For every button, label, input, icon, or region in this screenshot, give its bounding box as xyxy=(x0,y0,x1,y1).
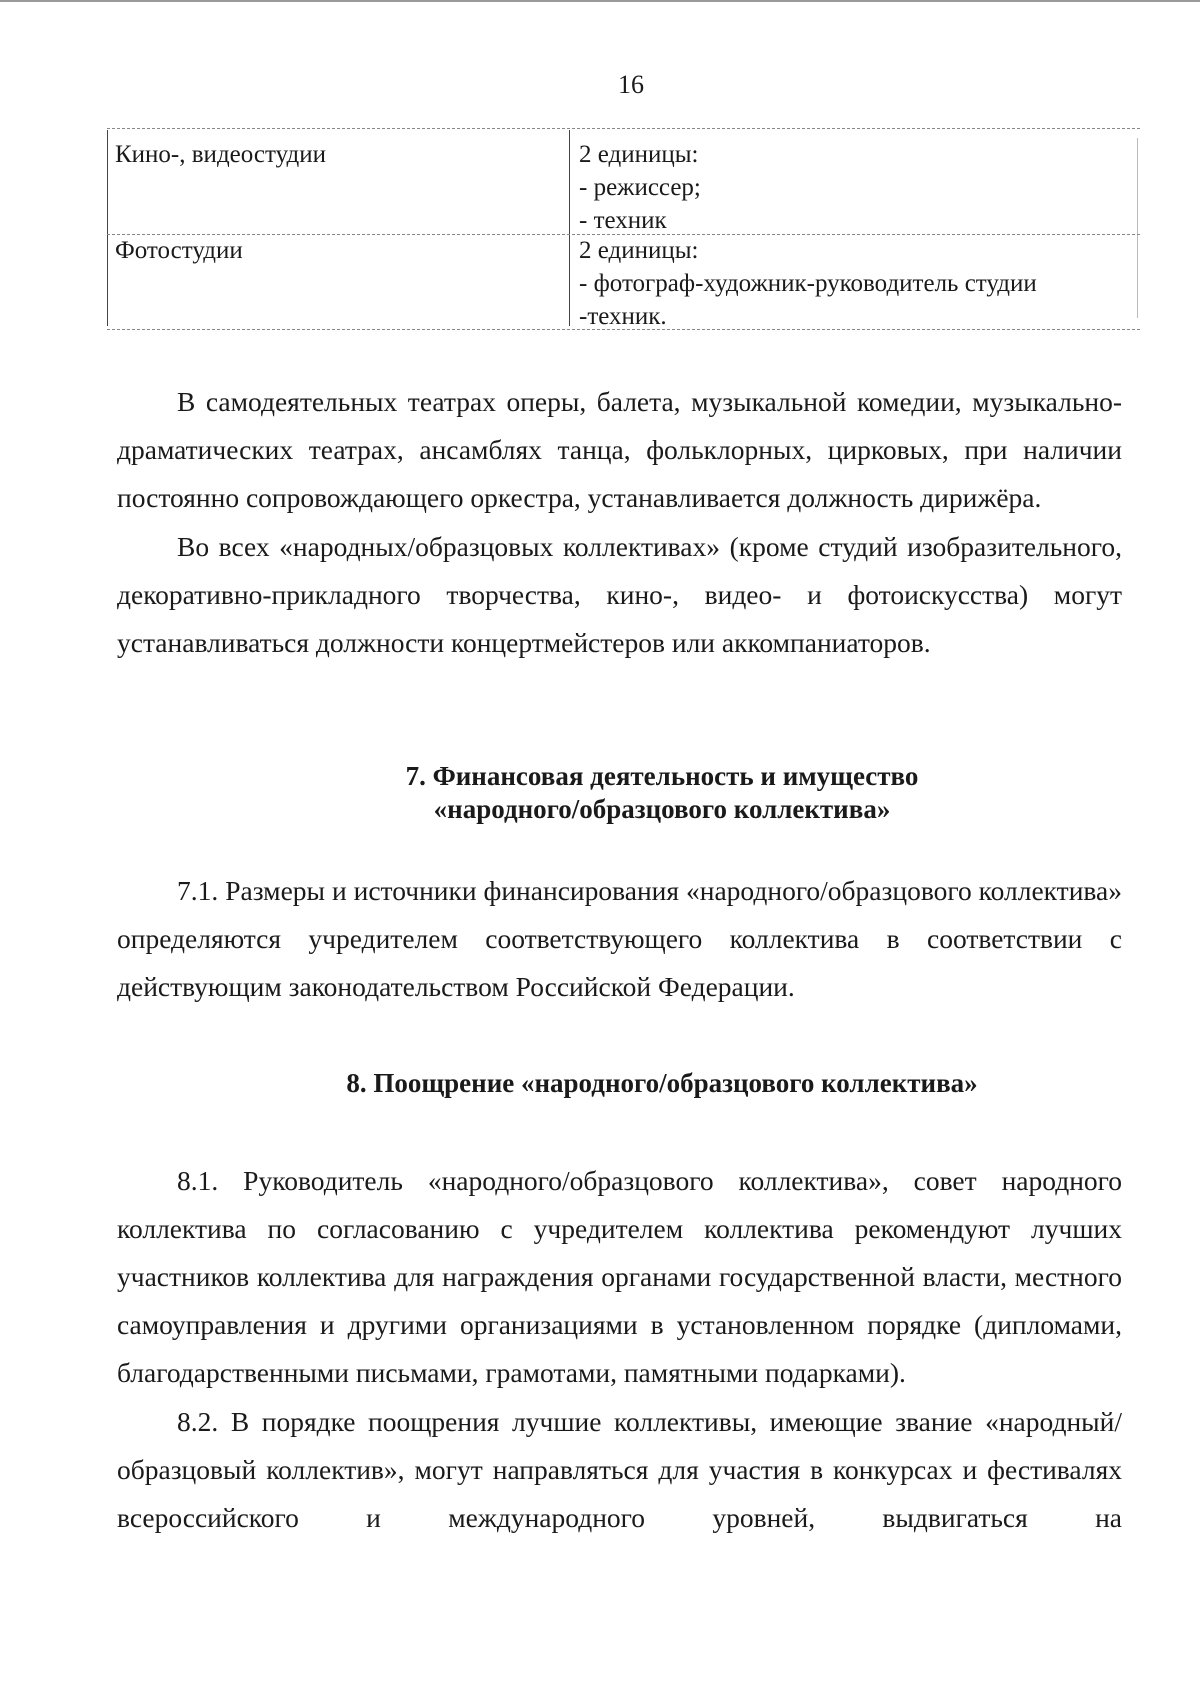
table-cell-studio-type: Фотостудии xyxy=(115,237,243,264)
section-7-heading-line1: 7. Финансовая деятельность и имущество xyxy=(405,761,919,791)
paragraph-8-2 xyxy=(117,1398,1122,1542)
section-7-heading xyxy=(117,760,1200,826)
paragraph-conductor xyxy=(117,378,1122,522)
section-8-heading: 8. Поощрение «народного/образцового коллектива» xyxy=(346,1068,978,1098)
paragraph-text: Во всех «народных/образцовых коллективах» (кроме студий изобразительного, декоративно-прикладного творчества, кино-, видео- и фотоискусства) могут устанавливаться должности концертмейстеров или аккомпаниаторов. xyxy=(117,531,1122,658)
staff-line: -техник. xyxy=(579,303,667,330)
staff-line: 2 единицы: xyxy=(579,141,699,168)
table-row xyxy=(107,234,1140,330)
page-number: 16 xyxy=(618,70,644,99)
table-cell-staff xyxy=(579,138,701,237)
staff-table xyxy=(107,138,1140,330)
section-7-heading-line2: «народного/образцового коллектива» xyxy=(433,794,891,824)
paragraph-text: 8.2. В порядке поощрения лучшие коллективы, имеющие звание «народный/образцовый коллектив», могут направляться для участия в конкурсах и фестивалях всероссийского и международного уровней, выдвигаться на xyxy=(117,1406,1122,1533)
table-cell-studio-type: Кино-, видеостудии xyxy=(115,141,326,168)
table-row xyxy=(107,138,1140,234)
table-top-rule xyxy=(107,128,1140,130)
staff-line: 2 единицы: xyxy=(579,237,699,264)
paragraph-8-1 xyxy=(117,1157,1122,1397)
paragraph-text: 8.1. Руководитель «народного/образцового коллектива», совет народного коллектива по согласованию с учредителем коллектива рекомендуют лучших участников коллектива для награждения органами государственной власти, местного самоуправления и другими организациями в установленном порядке (дипломами, благодарственными письмами, грамотами, памятными подарками). xyxy=(117,1165,1122,1388)
staff-line: - режиссер; xyxy=(579,174,701,201)
paragraph-text: 7.1. Размеры и источники финансирования «народного/образцового коллектива» определяются учредителем соответствующего коллектива в соответствии с действующим законодательством Российской Федерации. xyxy=(117,875,1122,1002)
paragraph-text: В самодеятельных театрах оперы, балета, музыкальной комедии, музыкально-драматических театрах, ансамблях танца, фольклорных, цирковых, при наличии постоянно сопровождающего оркестра, устанавливается должность дирижёра. xyxy=(117,386,1122,513)
paragraph-7-1 xyxy=(117,867,1122,1011)
scan-top-edge xyxy=(0,0,1200,2)
staff-line: - техник xyxy=(579,207,667,234)
paragraph-accompanists xyxy=(117,523,1122,667)
staff-line: - фотограф-художник-руководитель студии xyxy=(579,270,1037,297)
table-cell-staff xyxy=(579,234,1037,333)
